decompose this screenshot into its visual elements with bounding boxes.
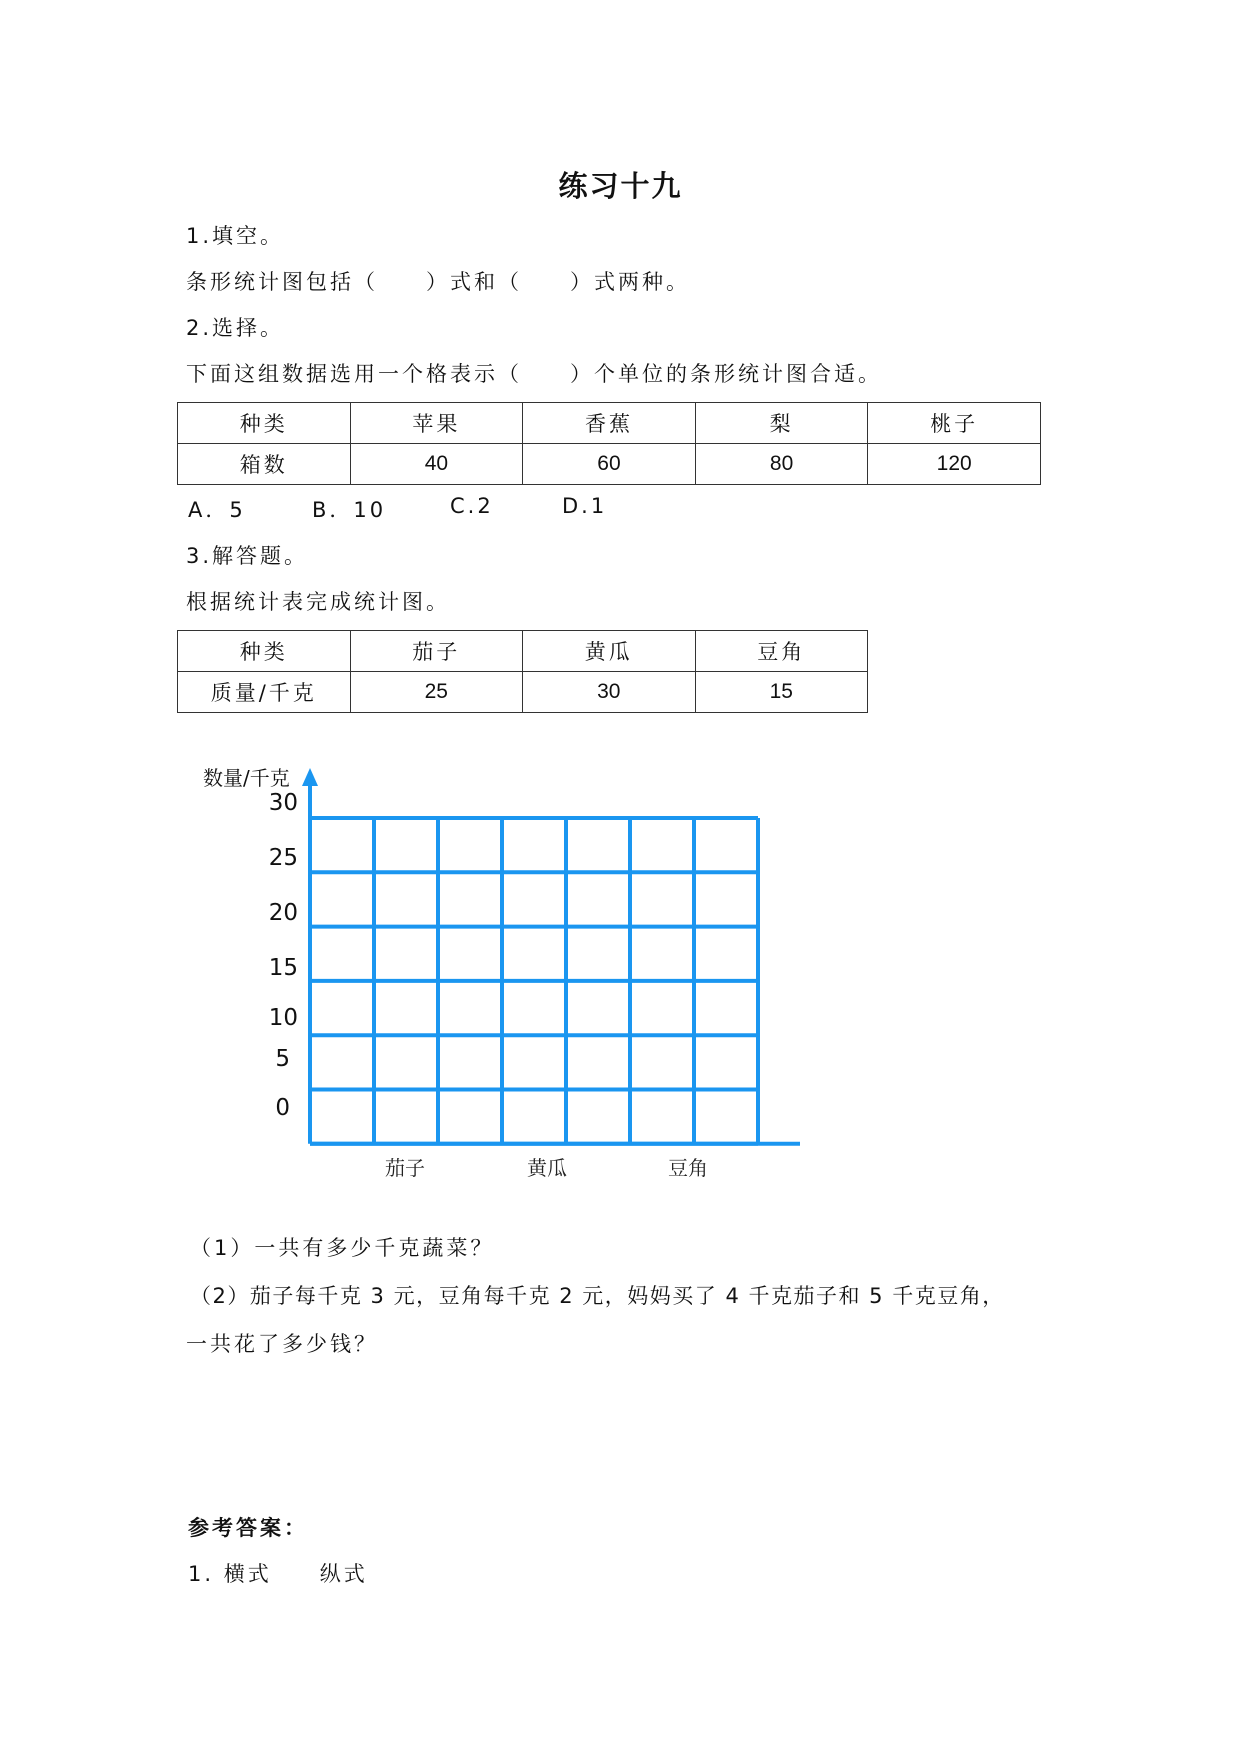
q3-text: 根据统计表完成统计图。 — [186, 590, 450, 614]
q1-text: 条形统计图包括（ ）式和（ ）式两种。 — [186, 270, 690, 294]
q3-sub2-line1: （2）茄子每千克 3 元，豆角每千克 2 元，妈妈买了 4 千克茄子和 5 千克豆角， — [190, 1284, 1005, 1308]
y-tick-label: 30 — [268, 790, 298, 816]
q3-sub2-line2: 一共花了多少钱？ — [186, 1332, 378, 1356]
table-cell: 种类 — [178, 631, 351, 672]
y-tick-label: 20 — [268, 900, 298, 926]
table-cell: 120 — [868, 444, 1041, 485]
y-tick-label: 0 — [275, 1095, 290, 1121]
table-cell: 豆角 — [695, 631, 868, 672]
q3-heading: 3.解答题。 — [186, 544, 309, 568]
table-cell: 30 — [523, 672, 696, 713]
y-tick-label: 10 — [268, 1005, 298, 1031]
q2-heading: 2.选择。 — [186, 316, 285, 340]
x-category-label: 黄瓜 — [527, 1156, 567, 1180]
table-cell: 40 — [350, 444, 523, 485]
table-cell: 香蕉 — [523, 403, 696, 444]
q1-heading: 1.填空。 — [186, 224, 285, 248]
table-cell: 茄子 — [350, 631, 523, 672]
table-cell: 苹果 — [350, 403, 523, 444]
table-cell: 质量/千克 — [178, 672, 351, 713]
table-cell: 桃子 — [868, 403, 1041, 444]
table-cell: 黄瓜 — [523, 631, 696, 672]
y-tick-label: 15 — [268, 955, 298, 981]
table-cell: 60 — [523, 444, 696, 485]
answer-1: 1. 横式 纵式 — [188, 1562, 368, 1586]
q3-sub1: （1）一共有多少千克蔬菜？ — [190, 1236, 495, 1260]
table-cell: 15 — [695, 672, 868, 713]
table-cell: 80 — [695, 444, 868, 485]
table-cell: 25 — [350, 672, 523, 713]
answers-heading: 参考答案： — [188, 1516, 308, 1540]
y-tick-label: 25 — [268, 845, 298, 871]
option-d: D.1 — [562, 494, 608, 518]
page-title: 练习十九 — [558, 169, 683, 203]
table-cell: 梨 — [695, 403, 868, 444]
table-cell: 种类 — [178, 403, 351, 444]
option-c: C.2 — [450, 494, 494, 518]
x-category-label: 茄子 — [385, 1156, 425, 1180]
table-cell: 箱数 — [178, 444, 351, 485]
option-b: B．10 — [312, 498, 387, 522]
q2-text: 下面这组数据选用一个格表示（ ）个单位的条形统计图合适。 — [186, 362, 882, 386]
y-axis-arrow-icon — [302, 768, 318, 786]
y-tick-label: 5 — [275, 1046, 290, 1072]
y-axis-label: 数量/千克 — [203, 766, 290, 790]
x-category-label: 豆角 — [668, 1156, 708, 1180]
option-a: A．5 — [188, 498, 246, 522]
